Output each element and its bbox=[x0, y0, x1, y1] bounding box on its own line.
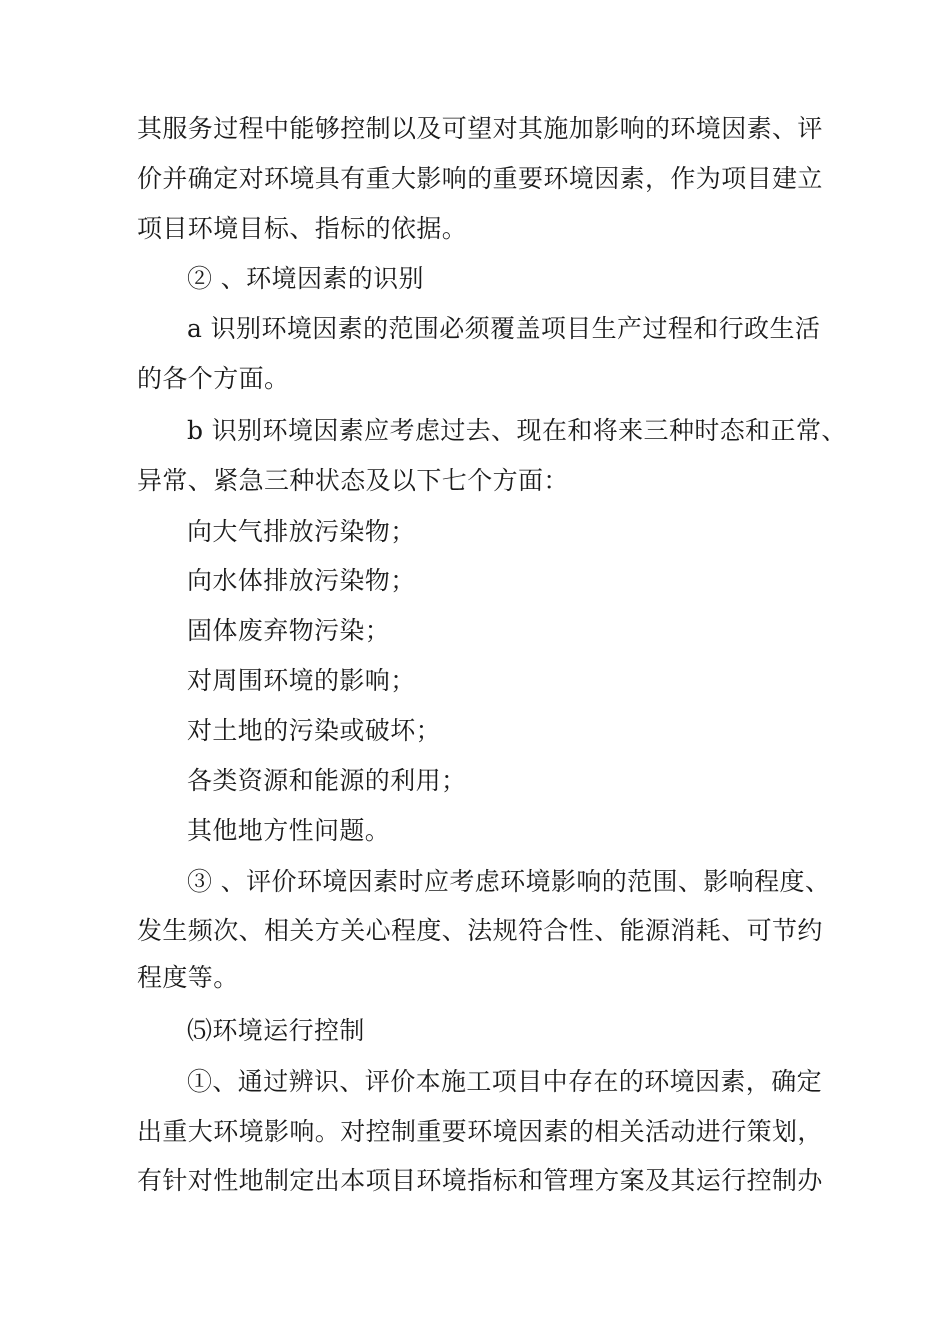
body-text-line: 的各个方面。 bbox=[137, 364, 290, 393]
body-text-line: 异常、紧急三种状态及以下七个方面： bbox=[137, 466, 569, 495]
body-text-line: b 识别环境因素应考虑过去、现在和将来三种时态和正常、 bbox=[187, 416, 847, 445]
body-text-line: ①、通过辨识、评价本施工项目中存在的环境因素，确定 bbox=[187, 1067, 823, 1096]
list-item: 固体废弃物污染； bbox=[187, 616, 391, 645]
list-item: 向大气排放污染物； bbox=[187, 517, 416, 546]
body-text-line: 其服务过程中能够控制以及可望对其施加影响的环境因素、评 bbox=[137, 114, 823, 143]
body-text-line: 出重大环境影响。对控制重要环境因素的相关活动进行策划， bbox=[137, 1117, 823, 1146]
list-item: 其他地方性问题。 bbox=[187, 816, 391, 845]
body-text-line: 有针对性地制定出本项目环境指标和管理方案及其运行控制办 bbox=[137, 1166, 823, 1195]
body-text-line: a 识别环境因素的范围必须覆盖项目生产过程和行政生活 bbox=[187, 314, 821, 343]
section-heading: ⑸环境运行控制 bbox=[187, 1016, 365, 1045]
section-heading: ② 、环境因素的识别 bbox=[187, 264, 424, 293]
body-text-line: 发生频次、相关方关心程度、法规符合性、能源消耗、可节约 bbox=[137, 916, 823, 945]
body-text-line: 项目环境目标、指标的依据。 bbox=[137, 214, 468, 243]
list-item: 对土地的污染或破坏； bbox=[187, 716, 442, 745]
body-text-line: ③ 、评价环境因素时应考虑环境影响的范围、影响程度、 bbox=[187, 867, 831, 896]
list-item: 对周围环境的影响； bbox=[187, 666, 416, 695]
list-item: 各类资源和能源的利用； bbox=[187, 766, 467, 795]
body-text-line: 价并确定对环境具有重大影响的重要环境因素，作为项目建立 bbox=[137, 164, 823, 193]
body-text-line: 程度等。 bbox=[137, 963, 239, 992]
list-item: 向水体排放污染物； bbox=[187, 566, 416, 595]
